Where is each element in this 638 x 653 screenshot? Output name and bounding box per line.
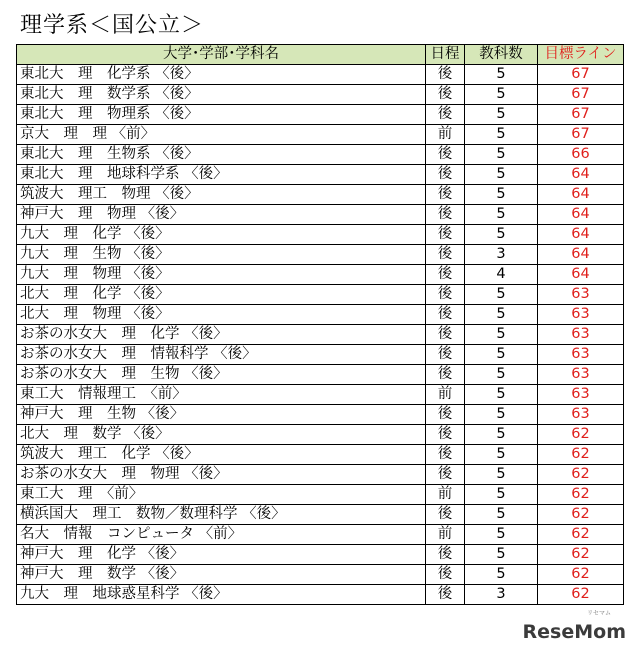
header-target: 目標ライン <box>538 45 624 65</box>
cell-subjects: 5 <box>465 85 538 105</box>
cell-name: 横浜国大 理工 数物／数理科学 〈後〉 <box>17 505 426 525</box>
logo-subtext: リセマム <box>587 610 611 617</box>
cell-name: 北大 理 物理 〈後〉 <box>17 305 426 325</box>
cell-target: 64 <box>538 265 624 285</box>
cell-target: 62 <box>538 565 624 585</box>
cell-name: お茶の水女大 理 物理 〈後〉 <box>17 465 426 485</box>
table-row <box>17 245 624 265</box>
cell-name: 神戸大 理 数学 〈後〉 <box>17 565 426 585</box>
cell-target: 62 <box>538 465 624 485</box>
cell-target: 62 <box>538 485 624 505</box>
cell-subjects: 5 <box>465 565 538 585</box>
cell-name: 北大 理 数学 〈後〉 <box>17 425 426 445</box>
cell-name: お茶の水女大 理 情報科学 〈後〉 <box>17 345 426 365</box>
table-header-row <box>17 45 624 65</box>
cell-subjects: 4 <box>465 265 538 285</box>
cell-schedule: 後 <box>426 565 465 585</box>
table-row <box>17 585 624 605</box>
cell-subjects: 5 <box>465 105 538 125</box>
cell-name: 東工大 情報理工 〈前〉 <box>17 385 426 405</box>
cell-subjects: 5 <box>465 425 538 445</box>
cell-subjects: 5 <box>465 125 538 145</box>
cell-subjects: 5 <box>465 165 538 185</box>
page-title: 理学系＜国公立＞ <box>20 13 205 38</box>
cell-target: 62 <box>538 505 624 525</box>
cell-target: 64 <box>538 225 624 245</box>
cell-name: 九大 理 化学 〈後〉 <box>17 225 426 245</box>
cell-name: 名大 情報 コンピュータ 〈前〉 <box>17 525 426 545</box>
cell-subjects: 5 <box>465 545 538 565</box>
cell-target: 64 <box>538 245 624 265</box>
cell-schedule: 前 <box>426 125 465 145</box>
table-row <box>17 165 624 185</box>
cell-target: 63 <box>538 305 624 325</box>
cell-subjects: 5 <box>465 305 538 325</box>
cell-schedule: 後 <box>426 285 465 305</box>
table-row <box>17 265 624 285</box>
cell-target: 64 <box>538 205 624 225</box>
cell-schedule: 後 <box>426 445 465 465</box>
cell-target: 67 <box>538 105 624 125</box>
cell-schedule: 前 <box>426 385 465 405</box>
cell-schedule: 後 <box>426 465 465 485</box>
cell-schedule: 後 <box>426 85 465 105</box>
cell-target: 62 <box>538 545 624 565</box>
table-row <box>17 385 624 405</box>
cell-name: 筑波大 理工 物理 〈後〉 <box>17 185 426 205</box>
cell-subjects: 5 <box>465 365 538 385</box>
cell-target: 63 <box>538 385 624 405</box>
table-row <box>17 345 624 365</box>
table-row <box>17 225 624 245</box>
table-row <box>17 305 624 325</box>
cell-target: 63 <box>538 365 624 385</box>
table-row <box>17 125 624 145</box>
cell-subjects: 3 <box>465 585 538 605</box>
table-row <box>17 425 624 445</box>
cell-name: 東北大 理 物理系 〈後〉 <box>17 105 426 125</box>
cell-schedule: 後 <box>426 105 465 125</box>
cell-target: 62 <box>538 425 624 445</box>
table-row <box>17 105 624 125</box>
resemom-logo: ReseMom <box>522 621 626 643</box>
cell-target: 67 <box>538 85 624 105</box>
cell-name: お茶の水女大 理 生物 〈後〉 <box>17 365 426 385</box>
cell-schedule: 後 <box>426 585 465 605</box>
cell-target: 64 <box>538 165 624 185</box>
cell-schedule: 後 <box>426 405 465 425</box>
cell-schedule: 後 <box>426 185 465 205</box>
cell-subjects: 5 <box>465 525 538 545</box>
cell-subjects: 5 <box>465 505 538 525</box>
cell-schedule: 後 <box>426 205 465 225</box>
cell-name: 東北大 理 化学系 〈後〉 <box>17 65 426 85</box>
table-row <box>17 185 624 205</box>
header-subjects: 教科数 <box>465 45 538 65</box>
cell-target: 67 <box>538 65 624 85</box>
cell-name: 九大 理 地球惑星科学 〈後〉 <box>17 585 426 605</box>
cell-subjects: 5 <box>465 225 538 245</box>
cell-target: 62 <box>538 585 624 605</box>
table-row <box>17 65 624 85</box>
cell-target: 64 <box>538 185 624 205</box>
cell-subjects: 5 <box>465 405 538 425</box>
cell-subjects: 5 <box>465 465 538 485</box>
table-row <box>17 485 624 505</box>
table-row <box>17 505 624 525</box>
cell-subjects: 5 <box>465 445 538 465</box>
table-row <box>17 85 624 105</box>
table-body <box>17 65 624 605</box>
cell-schedule: 後 <box>426 165 465 185</box>
table-row <box>17 525 624 545</box>
cell-subjects: 5 <box>465 485 538 505</box>
cell-name: 京大 理 理 〈前〉 <box>17 125 426 145</box>
cell-name: 東工大 理 〈前〉 <box>17 485 426 505</box>
header-schedule: 日程 <box>426 45 465 65</box>
cell-name: 神戸大 理 物理 〈後〉 <box>17 205 426 225</box>
table-row <box>17 325 624 345</box>
table-row <box>17 365 624 385</box>
cell-name: 筑波大 理工 化学 〈後〉 <box>17 445 426 465</box>
cell-target: 63 <box>538 405 624 425</box>
table-row <box>17 285 624 305</box>
cell-subjects: 5 <box>465 385 538 405</box>
table-row <box>17 445 624 465</box>
cell-subjects: 5 <box>465 65 538 85</box>
cell-schedule: 後 <box>426 265 465 285</box>
cell-schedule: 後 <box>426 245 465 265</box>
cell-schedule: 後 <box>426 325 465 345</box>
cell-name: 東北大 理 地球科学系 〈後〉 <box>17 165 426 185</box>
cell-name: お茶の水女大 理 化学 〈後〉 <box>17 325 426 345</box>
cell-name: 九大 理 物理 〈後〉 <box>17 265 426 285</box>
cell-schedule: 前 <box>426 525 465 545</box>
cell-target: 66 <box>538 145 624 165</box>
cell-subjects: 5 <box>465 185 538 205</box>
cell-target: 62 <box>538 525 624 545</box>
cell-name: 北大 理 化学 〈後〉 <box>17 285 426 305</box>
cell-subjects: 5 <box>465 285 538 305</box>
header-name: 大学･学部･学科名 <box>17 45 426 65</box>
cell-subjects: 5 <box>465 325 538 345</box>
cell-schedule: 後 <box>426 425 465 445</box>
cell-schedule: 後 <box>426 305 465 325</box>
cell-name: 神戸大 理 生物 〈後〉 <box>17 405 426 425</box>
cell-target: 63 <box>538 345 624 365</box>
table-row <box>17 565 624 585</box>
cell-name: 神戸大 理 化学 〈後〉 <box>17 545 426 565</box>
table-row <box>17 545 624 565</box>
cell-schedule: 後 <box>426 65 465 85</box>
cell-schedule: 前 <box>426 485 465 505</box>
table-row <box>17 405 624 425</box>
cell-schedule: 後 <box>426 545 465 565</box>
cell-schedule: 後 <box>426 225 465 245</box>
cell-subjects: 5 <box>465 345 538 365</box>
table-row <box>17 145 624 165</box>
cell-schedule: 後 <box>426 145 465 165</box>
cell-subjects: 5 <box>465 145 538 165</box>
cell-target: 63 <box>538 285 624 305</box>
cell-name: 東北大 理 生物系 〈後〉 <box>17 145 426 165</box>
cell-schedule: 後 <box>426 505 465 525</box>
cell-schedule: 後 <box>426 365 465 385</box>
cell-target: 67 <box>538 125 624 145</box>
cell-name: 東北大 理 数学系 〈後〉 <box>17 85 426 105</box>
cell-target: 63 <box>538 325 624 345</box>
cell-subjects: 5 <box>465 205 538 225</box>
cell-target: 62 <box>538 445 624 465</box>
table-row <box>17 465 624 485</box>
cell-subjects: 3 <box>465 245 538 265</box>
cell-schedule: 後 <box>426 345 465 365</box>
ranking-table <box>16 44 624 605</box>
table-row <box>17 205 624 225</box>
cell-name: 九大 理 生物 〈後〉 <box>17 245 426 265</box>
